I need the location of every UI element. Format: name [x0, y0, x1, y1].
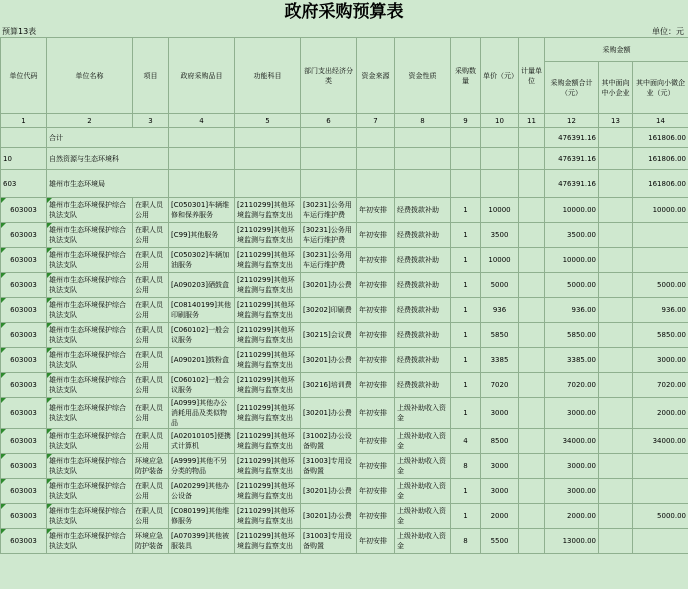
- amount-total-cell: 476391.16: [545, 170, 599, 198]
- price-cell: 5000: [481, 273, 519, 298]
- col-num: 13: [599, 114, 633, 128]
- sme-cell: [599, 323, 633, 348]
- form-id: 预算13表: [2, 27, 37, 36]
- unit-name-cell: 雄州市生态环境保护综合执法支队: [47, 223, 133, 248]
- meas-unit-cell: [519, 223, 545, 248]
- amount-total-cell: 10000.00: [545, 248, 599, 273]
- qty-cell: 1: [451, 223, 481, 248]
- func-subject-cell: [2110299]其他环境监测与监察支出: [235, 248, 301, 273]
- sme-cell: [599, 504, 633, 529]
- fund-nature-cell: 上级补助收入资金: [395, 529, 451, 554]
- unit-name-cell: 雄州市生态环境保护综合执法支队: [47, 198, 133, 223]
- meas-unit-cell: [519, 529, 545, 554]
- fund-source-cell: 年初安排: [357, 248, 395, 273]
- col-num: 11: [519, 114, 545, 128]
- summary-row: [1, 170, 688, 198]
- price-cell: 3000: [481, 479, 519, 504]
- catalog-cell: [A9999]其他不另分类的物品: [169, 454, 235, 479]
- empty-cell: [451, 170, 481, 198]
- empty-cell: [599, 170, 633, 198]
- header-fund-nature: 资金性质: [395, 38, 451, 114]
- summary-rows: [1, 128, 688, 198]
- col-num: 14: [633, 114, 688, 128]
- unit-code-cell: 603003: [1, 429, 47, 454]
- catalog-cell: [A090201]鼓粉盒: [169, 348, 235, 373]
- catalog-cell: [A02010105]便携式计算机: [169, 429, 235, 454]
- col-num: 4: [169, 114, 235, 128]
- empty-cell: [169, 170, 235, 198]
- econ-class-cell: [31003]专用设备购置: [301, 454, 357, 479]
- price-cell: 936: [481, 298, 519, 323]
- fund-source-cell: 年初安排: [357, 323, 395, 348]
- econ-class-cell: [30231]公务用车运行维护费: [301, 248, 357, 273]
- unit-code-cell: 603003: [1, 454, 47, 479]
- empty-cell: [519, 148, 545, 170]
- col-num: 6: [301, 114, 357, 128]
- econ-class-cell: [30202]印刷费: [301, 298, 357, 323]
- fund-nature-cell: 上级补助收入资金: [395, 429, 451, 454]
- econ-class-cell: [30201]办公费: [301, 398, 357, 429]
- empty-cell: [235, 128, 301, 148]
- table-row: [1, 373, 688, 398]
- unit-name-cell: 雄州市生态环境保护综合执法支队: [47, 248, 133, 273]
- header-qty: 采购数量: [451, 38, 481, 114]
- amount-total-cell: 3500.00: [545, 223, 599, 248]
- micro-amount-cell: 161806.00: [633, 128, 688, 148]
- amount-total-cell: 476391.16: [545, 128, 599, 148]
- header-amount-group: 采购金额: [545, 38, 688, 62]
- fund-source-cell: 年初安排: [357, 373, 395, 398]
- micro-amount-cell: [633, 454, 688, 479]
- price-cell: 7020: [481, 373, 519, 398]
- header-meas-unit: 计量单位: [519, 38, 545, 114]
- fund-nature-cell: 经费拨款补助: [395, 248, 451, 273]
- empty-cell: [235, 170, 301, 198]
- qty-cell: 1: [451, 323, 481, 348]
- project-cell: 在职人员公用: [133, 198, 169, 223]
- header-price: 单价（元）: [481, 38, 519, 114]
- unit-name-cell: 雄州市生态环境保护综合执法支队: [47, 298, 133, 323]
- empty-cell: [481, 170, 519, 198]
- func-subject-cell: [2110299]其他环境监测与监察支出: [235, 348, 301, 373]
- table-row: [1, 479, 688, 504]
- price-cell: 2000: [481, 504, 519, 529]
- table-row: [1, 223, 688, 248]
- unit-name-cell: 雄州市生态环境保护综合执法支队: [47, 429, 133, 454]
- empty-cell: [301, 128, 357, 148]
- catalog-cell: [A020299]其他办公设备: [169, 479, 235, 504]
- summary-row: [1, 128, 688, 148]
- amount-total-cell: 2000.00: [545, 504, 599, 529]
- project-cell: 在职人员公用: [133, 479, 169, 504]
- table-row: [1, 298, 688, 323]
- header-fund-source: 资金来源: [357, 38, 395, 114]
- meas-unit-cell: [519, 398, 545, 429]
- amount-total-cell: 3385.00: [545, 348, 599, 373]
- empty-cell: [519, 128, 545, 148]
- fund-source-cell: 年初安排: [357, 429, 395, 454]
- micro-amount-cell: 5850.00: [633, 323, 688, 348]
- page-title: 政府采购预算表: [284, 2, 404, 22]
- unit-code-cell: 603003: [1, 248, 47, 273]
- meas-unit-cell: [519, 248, 545, 273]
- amount-total-cell: 34000.00: [545, 429, 599, 454]
- unit-code-cell: 603003: [1, 198, 47, 223]
- fund-nature-cell: 经费拨款补助: [395, 223, 451, 248]
- price-cell: 3500: [481, 223, 519, 248]
- header-func-subject: 功能科目: [235, 38, 301, 114]
- header-project: 项目: [133, 38, 169, 114]
- price-cell: 3000: [481, 454, 519, 479]
- fund-nature-cell: 经费拨款补助: [395, 198, 451, 223]
- micro-amount-cell: 34000.00: [633, 429, 688, 454]
- fund-source-cell: 年初安排: [357, 348, 395, 373]
- unit-name-cell: 雄州市生态环境保护综合执法支队: [47, 479, 133, 504]
- empty-cell: [169, 148, 235, 170]
- micro-amount-cell: 5000.00: [633, 273, 688, 298]
- header-unit-code: 单位代码: [1, 38, 47, 114]
- fund-nature-cell: 上级补助收入资金: [395, 504, 451, 529]
- qty-cell: 1: [451, 298, 481, 323]
- fund-source-cell: 年初安排: [357, 454, 395, 479]
- fund-source-cell: 年初安排: [357, 198, 395, 223]
- table-row: [1, 398, 688, 429]
- unit-code-cell: 603003: [1, 298, 47, 323]
- func-subject-cell: [2110299]其他环境监测与监察支出: [235, 398, 301, 429]
- project-cell: 在职人员公用: [133, 323, 169, 348]
- empty-cell: [599, 128, 633, 148]
- catalog-cell: [C060102]一般会议服务: [169, 373, 235, 398]
- col-num: 9: [451, 114, 481, 128]
- summary-row: [1, 148, 688, 170]
- empty-cell: [395, 170, 451, 198]
- func-subject-cell: [2110299]其他环境监测与监察支出: [235, 323, 301, 348]
- fund-nature-cell: 经费拨款补助: [395, 373, 451, 398]
- price-cell: 3000: [481, 398, 519, 429]
- unit-code-cell: 10: [1, 148, 47, 170]
- amount-total-cell: 5850.00: [545, 323, 599, 348]
- price-cell: 3385: [481, 348, 519, 373]
- amount-total-cell: 3000.00: [545, 479, 599, 504]
- catalog-cell: [C050301]车辆维修和保养服务: [169, 198, 235, 223]
- header-sme: 其中面向中小企业: [599, 62, 633, 114]
- func-subject-cell: [2110299]其他环境监测与监察支出: [235, 223, 301, 248]
- fund-nature-cell: 经费拨款补助: [395, 323, 451, 348]
- unit-code-cell: 603003: [1, 348, 47, 373]
- sme-cell: [599, 223, 633, 248]
- unit-name-cell: 雄州市生态环境保护综合执法支队: [47, 273, 133, 298]
- empty-cell: [451, 128, 481, 148]
- project-cell: 在职人员公用: [133, 273, 169, 298]
- unit-name-cell: 合计: [47, 128, 169, 148]
- fund-source-cell: 年初安排: [357, 479, 395, 504]
- amount-total-cell: 10000.00: [545, 198, 599, 223]
- sme-cell: [599, 398, 633, 429]
- price-cell: 5850: [481, 323, 519, 348]
- project-cell: 在职人员公用: [133, 223, 169, 248]
- func-subject-cell: [2110299]其他环境监测与监察支出: [235, 298, 301, 323]
- econ-class-cell: [30216]培训费: [301, 373, 357, 398]
- meas-unit-cell: [519, 198, 545, 223]
- empty-cell: [481, 128, 519, 148]
- price-cell: 5500: [481, 529, 519, 554]
- unit-code-cell: 603: [1, 170, 47, 198]
- project-cell: 在职人员公用: [133, 298, 169, 323]
- sme-cell: [599, 529, 633, 554]
- empty-cell: [301, 170, 357, 198]
- qty-cell: 4: [451, 429, 481, 454]
- func-subject-cell: [2110299]其他环境监测与监察支出: [235, 529, 301, 554]
- col-num: 7: [357, 114, 395, 128]
- micro-amount-cell: 2000.00: [633, 398, 688, 429]
- empty-cell: [599, 148, 633, 170]
- fund-source-cell: 年初安排: [357, 529, 395, 554]
- unit-code-cell: 603003: [1, 373, 47, 398]
- table-row: [1, 248, 688, 273]
- meas-unit-cell: [519, 429, 545, 454]
- table-row: [1, 198, 688, 223]
- project-cell: 在职人员公用: [133, 504, 169, 529]
- fund-nature-cell: 上级补助收入资金: [395, 454, 451, 479]
- fund-source-cell: 年初安排: [357, 398, 395, 429]
- unit-name-cell: 雄州市生态环境保护综合执法支队: [47, 373, 133, 398]
- micro-amount-cell: 936.00: [633, 298, 688, 323]
- qty-cell: 1: [451, 479, 481, 504]
- qty-cell: 1: [451, 398, 481, 429]
- unit-code-cell: 603003: [1, 479, 47, 504]
- table-row: [1, 429, 688, 454]
- qty-cell: 8: [451, 454, 481, 479]
- unit-name-cell: 雄州市生态环境保护综合执法支队: [47, 323, 133, 348]
- catalog-cell: [A070399]其他被服装具: [169, 529, 235, 554]
- col-num: 1: [1, 114, 47, 128]
- func-subject-cell: [2110299]其他环境监测与监察支出: [235, 429, 301, 454]
- empty-cell: [235, 148, 301, 170]
- catalog-cell: [C080199]其他维修服务: [169, 504, 235, 529]
- sme-cell: [599, 273, 633, 298]
- econ-class-cell: [30201]办公费: [301, 348, 357, 373]
- econ-class-cell: [31003]专用设备购置: [301, 529, 357, 554]
- econ-class-cell: [30215]会议费: [301, 323, 357, 348]
- table-row: [1, 348, 688, 373]
- func-subject-cell: [2110299]其他环境监测与监察支出: [235, 198, 301, 223]
- sme-cell: [599, 198, 633, 223]
- catalog-cell: [C060102]一般会议服务: [169, 323, 235, 348]
- unit-code-cell: 603003: [1, 398, 47, 429]
- qty-cell: 1: [451, 373, 481, 398]
- meas-unit-cell: [519, 479, 545, 504]
- fund-nature-cell: 经费拨款补助: [395, 348, 451, 373]
- func-subject-cell: [2110299]其他环境监测与监察支出: [235, 479, 301, 504]
- unit-name-cell: 雄州市生态环境保护综合执法支队: [47, 348, 133, 373]
- header-amount-total: 采购金额合计（元）: [545, 62, 599, 114]
- unit-code-cell: 603003: [1, 504, 47, 529]
- empty-cell: [451, 148, 481, 170]
- empty-cell: [169, 128, 235, 148]
- empty-cell: [395, 128, 451, 148]
- catalog-cell: [C050302]车辆加油服务: [169, 248, 235, 273]
- amount-total-cell: 5000.00: [545, 273, 599, 298]
- unit-name-cell: 雄州市生态环境保护综合执法支队: [47, 529, 133, 554]
- empty-cell: [357, 148, 395, 170]
- meas-unit-cell: [519, 323, 545, 348]
- project-cell: 在职人员公用: [133, 248, 169, 273]
- micro-amount-cell: 161806.00: [633, 170, 688, 198]
- meas-unit-cell: [519, 454, 545, 479]
- sme-cell: [599, 373, 633, 398]
- col-num: 2: [47, 114, 133, 128]
- unit-name-cell: 自然资源与生态环境科: [47, 148, 169, 170]
- meas-unit-cell: [519, 298, 545, 323]
- amount-total-cell: 3000.00: [545, 454, 599, 479]
- micro-amount-cell: 5000.00: [633, 504, 688, 529]
- qty-cell: 8: [451, 529, 481, 554]
- catalog-cell: [C99]其他服务: [169, 223, 235, 248]
- table-row: [1, 273, 688, 298]
- fund-nature-cell: 经费拨款补助: [395, 298, 451, 323]
- micro-amount-cell: [633, 529, 688, 554]
- amount-total-cell: 476391.16: [545, 148, 599, 170]
- amount-total-cell: 3000.00: [545, 398, 599, 429]
- catalog-cell: [C08140199]其他印刷服务: [169, 298, 235, 323]
- unit-code-cell: [1, 128, 47, 148]
- column-number-row: [1, 114, 688, 128]
- amount-total-cell: 13000.00: [545, 529, 599, 554]
- sme-cell: [599, 298, 633, 323]
- meas-unit-cell: [519, 504, 545, 529]
- unit-name-cell: 雄州市生态环境保护综合执法支队: [47, 454, 133, 479]
- catalog-cell: [A090203]硒鼓盒: [169, 273, 235, 298]
- micro-amount-cell: [633, 248, 688, 273]
- price-cell: 10000: [481, 198, 519, 223]
- empty-cell: [481, 148, 519, 170]
- meas-unit-cell: [519, 348, 545, 373]
- func-subject-cell: [2110299]其他环境监测与监察支出: [235, 454, 301, 479]
- qty-cell: 1: [451, 504, 481, 529]
- project-cell: 在职人员公用: [133, 429, 169, 454]
- micro-amount-cell: 161806.00: [633, 148, 688, 170]
- data-rows: [1, 198, 688, 554]
- amount-total-cell: 7020.00: [545, 373, 599, 398]
- econ-class-cell: [31002]办公设备购置: [301, 429, 357, 454]
- sme-cell: [599, 429, 633, 454]
- empty-cell: [357, 128, 395, 148]
- price-cell: 10000: [481, 248, 519, 273]
- qty-cell: 1: [451, 348, 481, 373]
- econ-class-cell: [30231]公务用车运行维护费: [301, 223, 357, 248]
- sme-cell: [599, 348, 633, 373]
- func-subject-cell: [2110299]其他环境监测与监察支出: [235, 373, 301, 398]
- sme-cell: [599, 479, 633, 504]
- header-econ-class: 部门支出经济分类: [301, 38, 357, 114]
- qty-cell: 1: [451, 248, 481, 273]
- empty-cell: [395, 148, 451, 170]
- micro-amount-cell: 10000.00: [633, 198, 688, 223]
- col-num: 8: [395, 114, 451, 128]
- col-num: 12: [545, 114, 599, 128]
- project-cell: 在职人员公用: [133, 348, 169, 373]
- unit-label: 单位：元: [652, 27, 684, 36]
- table-row: [1, 323, 688, 348]
- table-row: [1, 504, 688, 529]
- budget-table: [0, 37, 688, 554]
- amount-total-cell: 936.00: [545, 298, 599, 323]
- sub-header-bar: [0, 24, 688, 37]
- unit-name-cell: 雄州市生态环境保护综合执法支队: [47, 504, 133, 529]
- fund-source-cell: 年初安排: [357, 273, 395, 298]
- fund-nature-cell: 经费拨款补助: [395, 273, 451, 298]
- fund-source-cell: 年初安排: [357, 223, 395, 248]
- fund-source-cell: 年初安排: [357, 298, 395, 323]
- unit-code-cell: 603003: [1, 529, 47, 554]
- econ-class-cell: [30231]公务用车运行维护费: [301, 198, 357, 223]
- table-row: [1, 454, 688, 479]
- sme-cell: [599, 248, 633, 273]
- fund-nature-cell: 上级补助收入资金: [395, 479, 451, 504]
- unit-code-cell: 603003: [1, 323, 47, 348]
- empty-cell: [357, 170, 395, 198]
- project-cell: 环境应急防护装备: [133, 529, 169, 554]
- fund-nature-cell: 上级补助收入资金: [395, 398, 451, 429]
- meas-unit-cell: [519, 373, 545, 398]
- project-cell: 在职人员公用: [133, 398, 169, 429]
- micro-amount-cell: 7020.00: [633, 373, 688, 398]
- empty-cell: [301, 148, 357, 170]
- project-cell: 在职人员公用: [133, 373, 169, 398]
- micro-amount-cell: [633, 479, 688, 504]
- econ-class-cell: [30201]办公费: [301, 273, 357, 298]
- econ-class-cell: [30201]办公费: [301, 504, 357, 529]
- micro-amount-cell: [633, 223, 688, 248]
- table-row: [1, 529, 688, 554]
- col-num: 3: [133, 114, 169, 128]
- unit-code-cell: 603003: [1, 223, 47, 248]
- col-num: 5: [235, 114, 301, 128]
- sme-cell: [599, 454, 633, 479]
- header-unit-name: 单位名称: [47, 38, 133, 114]
- unit-name-cell: 雄州市生态环境局: [47, 170, 169, 198]
- meas-unit-cell: [519, 273, 545, 298]
- header-micro: 其中面向小微企业（元）: [633, 62, 688, 114]
- catalog-cell: [A0999]其他办公消耗用品及类似物品: [169, 398, 235, 429]
- project-cell: 环境应急防护装备: [133, 454, 169, 479]
- header-catalog: 政府采购品目: [169, 38, 235, 114]
- func-subject-cell: [2110299]其他环境监测与监察支出: [235, 504, 301, 529]
- func-subject-cell: [2110299]其他环境监测与监察支出: [235, 273, 301, 298]
- price-cell: 8500: [481, 429, 519, 454]
- qty-cell: 1: [451, 273, 481, 298]
- qty-cell: 1: [451, 198, 481, 223]
- unit-name-cell: 雄州市生态环境保护综合执法支队: [47, 398, 133, 429]
- micro-amount-cell: 3000.00: [633, 348, 688, 373]
- col-num: 10: [481, 114, 519, 128]
- fund-source-cell: 年初安排: [357, 504, 395, 529]
- empty-cell: [519, 170, 545, 198]
- unit-code-cell: 603003: [1, 273, 47, 298]
- econ-class-cell: [30201]办公费: [301, 479, 357, 504]
